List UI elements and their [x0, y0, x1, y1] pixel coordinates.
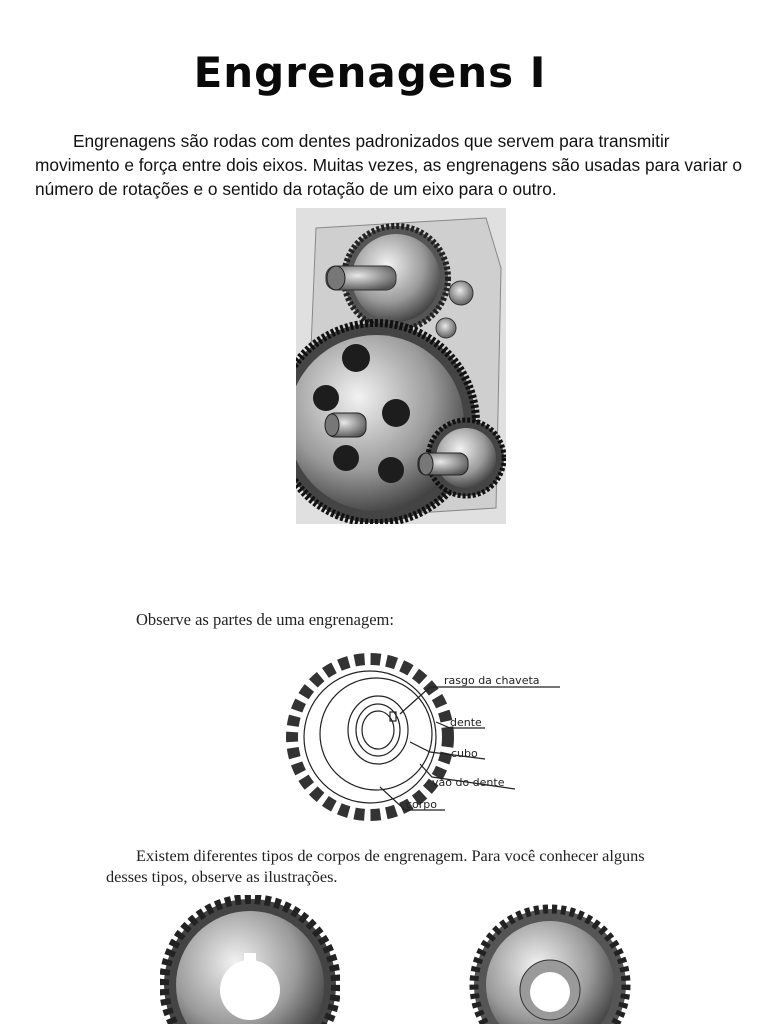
gear-body-photo-1 — [160, 895, 340, 1024]
types-paragraph: Existem diferentes tipos de corpos de engrenagem. Para você conhecer alguns desses tipos, observe as ilustrações. — [106, 846, 645, 886]
parts-caption: Observe as partes de uma engrenagem: — [136, 610, 394, 629]
page-title: Engrenagens I — [193, 48, 547, 97]
label-hub: cubo — [451, 747, 478, 760]
gear-parts-diagram — [280, 642, 570, 822]
label-body: corpo — [406, 798, 438, 811]
label-tooth-gap: vão do dente — [432, 776, 505, 789]
intro-paragraph: Engrenagens são rodas com dentes padronizados que servem para transmitir movimento e força entre dois eixos. Muitas vezes, as engrenagens são usadas para variar o número de rotações e o sentido da rotação de um eixo para o outro. — [35, 131, 742, 199]
gear-train-photo — [296, 208, 506, 524]
label-tooth: dente — [450, 716, 482, 729]
gear-body-photo-2 — [460, 895, 640, 1024]
label-keyway: rasgo da chaveta — [444, 674, 540, 687]
